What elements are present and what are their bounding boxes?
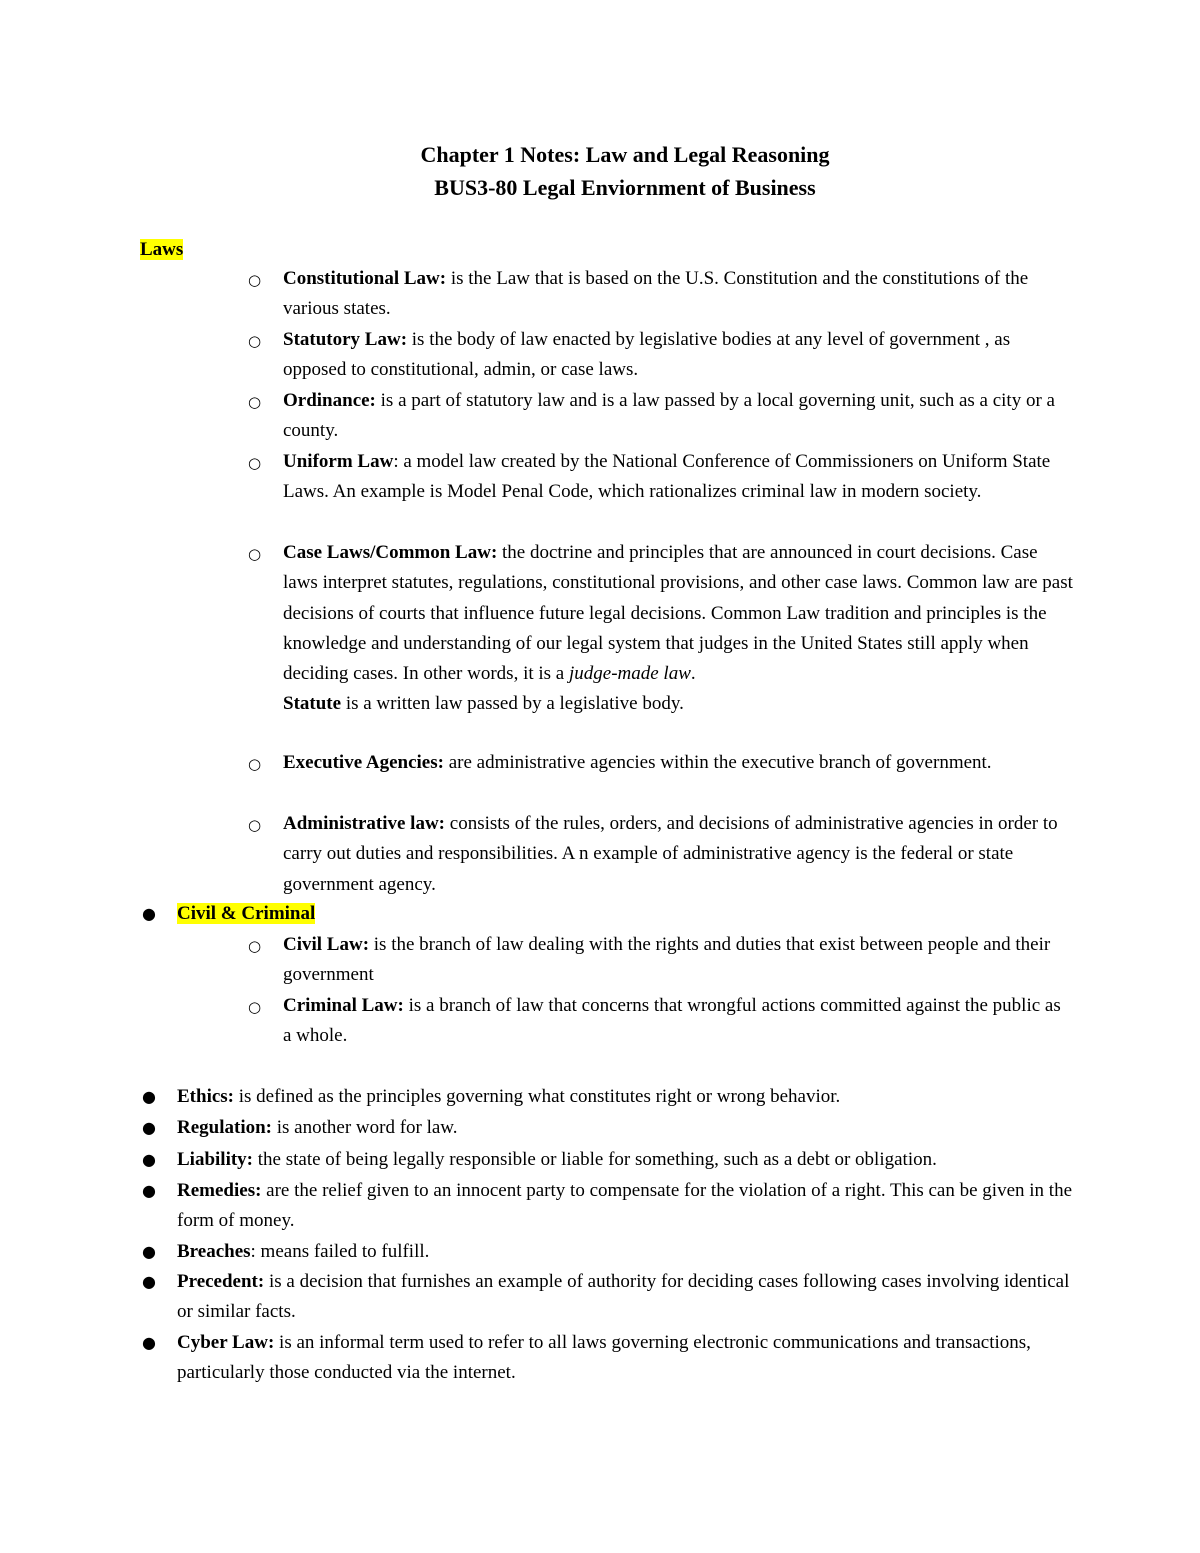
disc-bullet-icon: ● xyxy=(142,1087,156,1106)
term: Criminal Law: xyxy=(283,995,404,1016)
circle-bullet-icon: ○ xyxy=(248,393,262,411)
disc-bullet-icon: ● xyxy=(142,1242,156,1261)
definition: is defined as the principles governing what constitutes right or wrong behavior. xyxy=(234,1086,841,1107)
list-item-constitutional-law xyxy=(283,264,1073,325)
page-subtitle: BUS3-80 Legal Enviornment of Business xyxy=(434,175,816,200)
term: Uniform Law xyxy=(283,451,394,472)
definition: consists of the rules, orders, and decisions of administrative agencies in order to carry out duties and responsibilities. A n example of administrative agency is the federal or state government agency. xyxy=(283,813,1058,895)
statute-definition: is a written law passed by a legislative body. xyxy=(341,693,684,715)
list-item-criminal-law xyxy=(283,991,1073,1052)
list-item-remedies xyxy=(177,1176,1077,1237)
definition: the doctrine and principles that are announced in court decisions. Case laws interpret statutes, regulations, constitutional provisions, and other case laws. Common law are past decisions of courts that influence future legal decisions. Common Law tradition and principles is the knowledge and understanding of our legal system that judges in the United States still apply when deciding cases. In other words, it is a xyxy=(283,542,1073,685)
term: Remedies: xyxy=(177,1180,262,1201)
term: Executive Agencies: xyxy=(283,752,444,773)
term: Statutory Law: xyxy=(283,329,408,350)
definition: are administrative agencies within the executive branch of government. xyxy=(443,752,992,773)
list-item-precedent xyxy=(177,1267,1077,1328)
disc-bullet-icon: ● xyxy=(142,904,156,923)
term: Regulation: xyxy=(177,1117,272,1138)
highlighted-heading-text: Civil & Criminal xyxy=(177,903,316,924)
definition: is the Law that is based on the U.S. Constitution and the constitutions of the various states. xyxy=(283,268,1029,320)
disc-bullet-icon: ● xyxy=(142,1333,156,1352)
list-item-administrative-law xyxy=(283,809,1073,900)
circle-bullet-icon: ○ xyxy=(248,998,262,1016)
definition: is a decision that furnishes an example of authority for deciding cases following cases involving identical or similar facts. xyxy=(177,1271,1070,1323)
definition: is another word for law. xyxy=(272,1117,458,1138)
list-item-cyber-law xyxy=(177,1328,1077,1389)
highlighted-heading-text: Laws xyxy=(140,239,184,260)
definition: : a model law created by the National Conference of Commissioners on Uniform State Laws. An example is Model Penal Code, which rationalizes criminal law in modern society. xyxy=(283,451,1051,503)
definition: is a part of statutory law and is a law passed by a local governing unit, such as a city or a county. xyxy=(283,390,1055,442)
definition: is the body of law enacted by legislative bodies at any level of government , as opposed to constitutional, admin, or case laws. xyxy=(283,329,1011,381)
section-heading-civil-criminal xyxy=(177,899,315,929)
list-item-breaches xyxy=(177,1237,1077,1267)
circle-bullet-icon: ○ xyxy=(248,816,262,834)
punctuation: . xyxy=(690,663,696,685)
term: Case Laws/Common Law: xyxy=(283,542,498,563)
definition: is a branch of law that concerns that wrongful actions committed against the public as a whole. xyxy=(283,995,1061,1047)
circle-bullet-icon: ○ xyxy=(248,332,262,350)
list-item-regulation xyxy=(177,1113,1077,1143)
page-title: Chapter 1 Notes: Law and Legal Reasoning xyxy=(420,142,830,167)
term: Cyber Law: xyxy=(177,1332,275,1353)
list-item-executive-agencies xyxy=(283,748,1073,778)
disc-bullet-icon: ● xyxy=(142,1181,156,1200)
term: Precedent: xyxy=(177,1271,265,1292)
definition: is an informal term used to refer to all laws governing electronic communications and transactions, particularly those conducted via the internet. xyxy=(177,1332,1031,1384)
circle-bullet-icon: ○ xyxy=(248,545,262,563)
section-heading-laws xyxy=(140,235,183,265)
disc-bullet-icon: ● xyxy=(142,1118,156,1137)
term: Breaches xyxy=(177,1241,251,1262)
list-item-uniform-law xyxy=(283,447,1073,508)
term: Constitutional Law: xyxy=(283,268,447,289)
circle-bullet-icon: ○ xyxy=(248,454,262,472)
list-item-liability xyxy=(177,1145,1077,1175)
term: Ordinance: xyxy=(283,390,376,411)
term: Liability: xyxy=(177,1149,254,1170)
term: Civil Law: xyxy=(283,934,370,955)
statute-term: Statute xyxy=(283,693,342,715)
definition: is the branch of law dealing with the rights and duties that exist between people and their government xyxy=(283,934,1051,986)
list-item-case-law xyxy=(283,538,1073,720)
list-item-ordinance xyxy=(283,386,1073,447)
definition: are the relief given to an innocent party to compensate for the violation of a right. This can be given in the form of money. xyxy=(177,1180,1073,1232)
list-item-civil-law xyxy=(283,930,1073,991)
circle-bullet-icon: ○ xyxy=(248,755,262,773)
term: Ethics: xyxy=(177,1086,234,1107)
list-item-ethics xyxy=(177,1082,1077,1112)
italic-term: judge-made law xyxy=(568,663,691,685)
disc-bullet-icon: ● xyxy=(142,1272,156,1291)
circle-bullet-icon: ○ xyxy=(248,937,262,955)
definition: the state of being legally responsible or liable for something, such as a debt or obligation. xyxy=(253,1149,937,1170)
circle-bullet-icon: ○ xyxy=(248,271,262,289)
definition: : means failed to fulfill. xyxy=(250,1241,430,1262)
term: Administrative law: xyxy=(283,813,446,834)
disc-bullet-icon: ● xyxy=(142,1150,156,1169)
list-item-statutory-law xyxy=(283,325,1073,386)
